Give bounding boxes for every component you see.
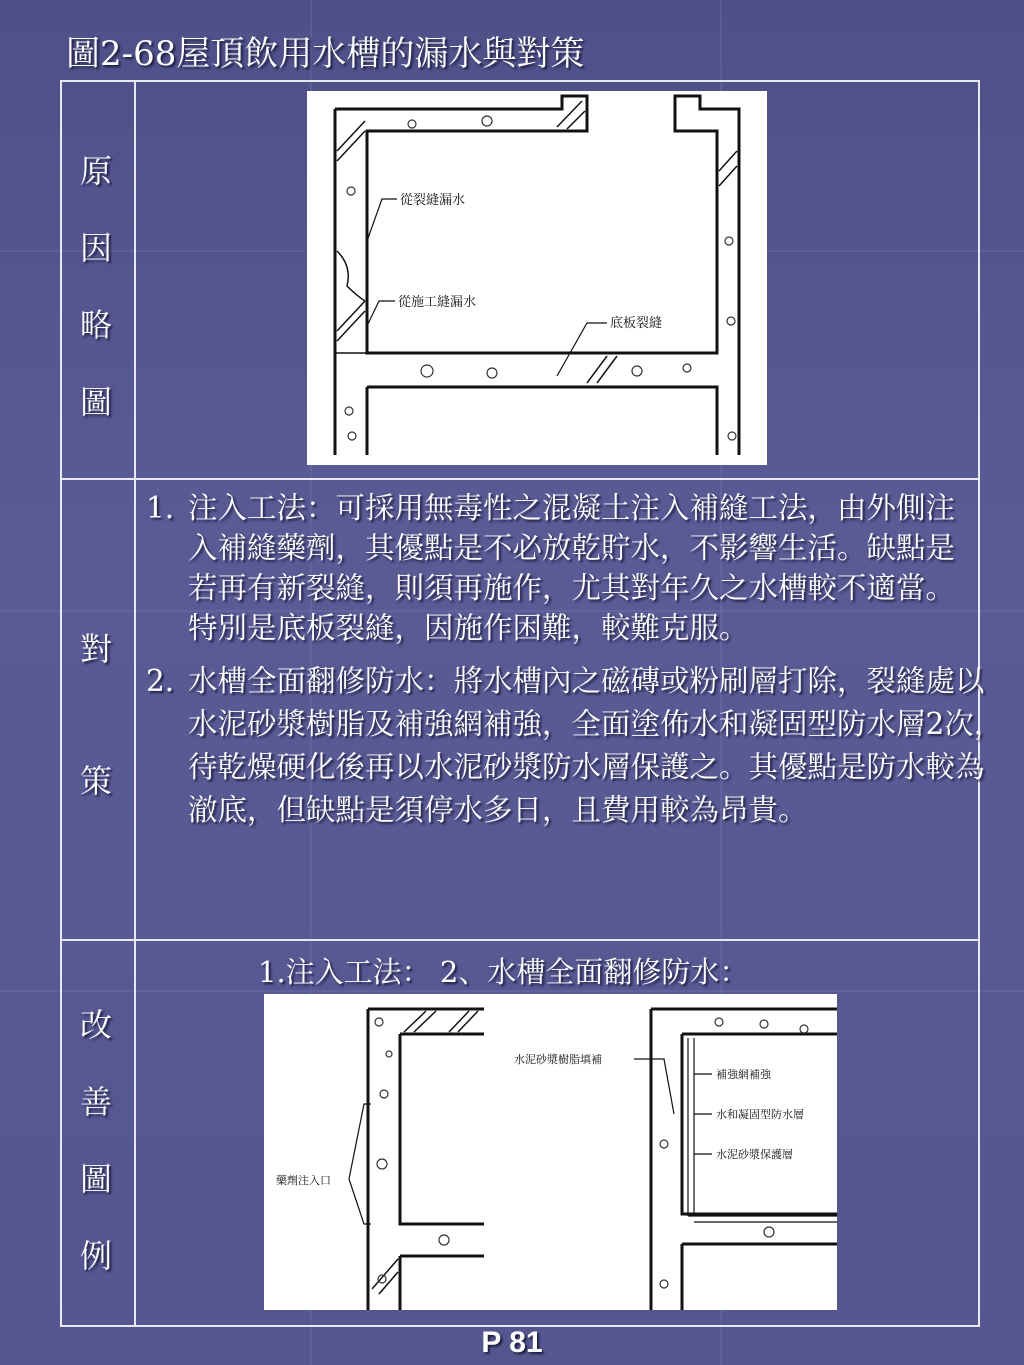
cause-diagram bbox=[307, 91, 767, 465]
page-number: P 81 bbox=[481, 1326, 543, 1359]
label-char: 原 bbox=[79, 152, 112, 190]
label-mesh: 補強網補強 bbox=[716, 1068, 771, 1081]
label-protect: 水泥砂漿保護層 bbox=[716, 1148, 793, 1161]
label-waterproof: 水和凝固型防水層 bbox=[716, 1108, 804, 1121]
row-label-solution bbox=[60, 624, 132, 816]
column-divider bbox=[134, 82, 136, 1325]
label-bottom-crack: 底板裂縫 bbox=[610, 316, 663, 331]
solution-item bbox=[146, 488, 978, 648]
label-char: 圖 bbox=[79, 1160, 112, 1198]
label-char: 因 bbox=[79, 229, 112, 267]
solution-list bbox=[146, 488, 1004, 832]
label-char: 善 bbox=[79, 1083, 112, 1121]
label-char: 圖 bbox=[79, 383, 112, 421]
item-number: 1. bbox=[146, 491, 175, 525]
solution-item bbox=[146, 660, 1008, 832]
improve-diagram bbox=[264, 994, 837, 1310]
label-joint-leak: 從施工縫漏水 bbox=[398, 295, 477, 310]
item-text: 水槽全面翻修防水：將水槽內之磁磚或粉刷層打除，裂縫處以水泥砂漿樹脂及補強網補強，全面塗佈水和凝固型防水層2次，待乾燥硬化後再以水泥砂漿防水層保護之。其優點是防水較為澈底，但缺點是須停水多日，且費用較為昂貴。 bbox=[188, 664, 1004, 827]
label-char: 改 bbox=[79, 1006, 112, 1044]
label-char: 例 bbox=[79, 1237, 112, 1275]
row-label-cause bbox=[60, 146, 132, 454]
improve-diagram-svg bbox=[264, 994, 837, 1310]
label-char: 略 bbox=[79, 306, 112, 344]
row-divider bbox=[62, 478, 978, 480]
row-label-improve bbox=[60, 1000, 132, 1308]
label-char: 對 bbox=[79, 630, 112, 668]
row-divider bbox=[62, 939, 978, 941]
improve-heading: 1.注入工法： 2、水槽全面翻修防水： bbox=[258, 955, 749, 989]
label-inject-port: 藥劑注入口 bbox=[276, 1174, 331, 1187]
cause-diagram-svg bbox=[307, 91, 767, 465]
item-text: 注入工法：可採用無毒性之混凝土注入補縫工法，由外側注入補縫藥劑，其優點是不必放乾貯水，不影響生活。缺點是若再有新裂縫，則須再施作，尤其對年久之水槽較不適當。特別是底板裂縫，因施作困難，較難克服。 bbox=[188, 491, 956, 645]
slide-title: 圖2-68屋頂飲用水槽的漏水與對策 bbox=[66, 34, 585, 74]
label-crack-leak: 從裂縫漏水 bbox=[400, 193, 466, 208]
label-resin-fill: 水泥砂漿樹脂填補 bbox=[514, 1053, 602, 1066]
item-number: 2. bbox=[146, 664, 175, 698]
label-char: 策 bbox=[79, 762, 112, 800]
